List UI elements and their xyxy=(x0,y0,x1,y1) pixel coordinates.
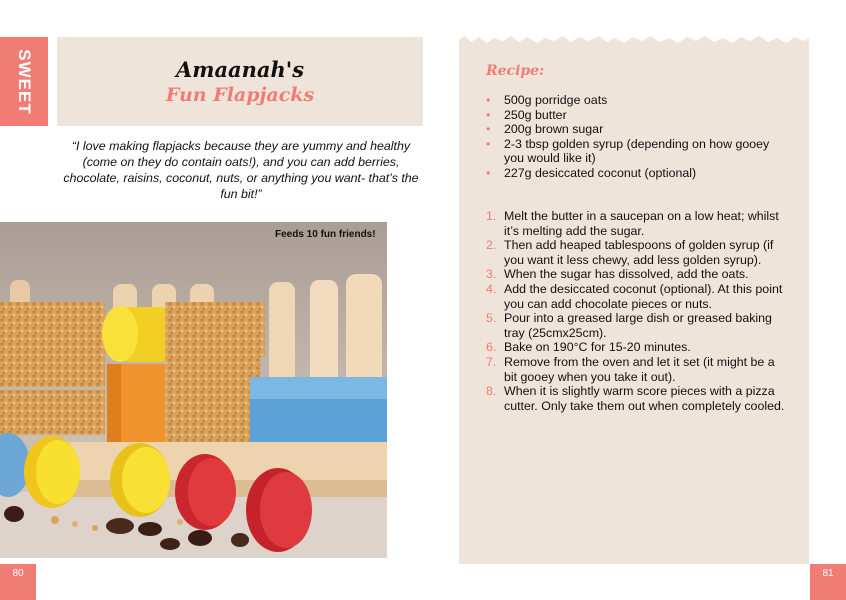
list-item xyxy=(486,282,791,311)
list-item xyxy=(486,267,791,282)
list-item: • 500g porridge oats xyxy=(486,93,786,108)
step-number: 5. xyxy=(486,311,497,326)
page-number-right: 81 xyxy=(810,564,846,600)
step-text: Then add heaped tablespoons of golden syrup (if you want it less chewy, add less golden syrup). xyxy=(504,238,774,267)
step-text: When it is slightly warm score pieces with a pizza cutter. Only take them out when completely cooled. xyxy=(504,384,785,413)
section-tab-label: SWEET xyxy=(15,48,34,115)
step-text: Add the desiccated coconut (optional). At this point you can add chocolate pieces or nuts. xyxy=(504,281,783,311)
step-number: 7. xyxy=(486,354,497,369)
step-number: 1. xyxy=(486,209,497,223)
list-item xyxy=(486,355,791,384)
page-number-left: 80 xyxy=(0,564,36,600)
list-item xyxy=(486,311,791,340)
recipe-title-line1: Amaanah's xyxy=(175,57,305,82)
list-item: • 2-3 tbsp golden syrup (depending on how gooey you would like it) xyxy=(486,137,786,166)
list-item xyxy=(486,384,791,413)
serving-note: Feeds 10 fun friends! xyxy=(275,229,376,240)
step-text: Bake on 190°C for 15-20 minutes. xyxy=(504,340,691,355)
list-item xyxy=(486,209,791,238)
list-item xyxy=(486,340,791,355)
step-number: 4. xyxy=(486,281,497,296)
step-text: Pour into a greased large dish or greased baking tray (25cmx25cm). xyxy=(504,311,772,340)
flapjack-train-photo xyxy=(0,222,387,558)
ingredients-list xyxy=(486,93,786,181)
section-tab xyxy=(0,37,48,126)
list-item xyxy=(486,238,791,267)
list-item: • 200g brown sugar xyxy=(486,122,786,137)
step-number: 8. xyxy=(486,384,497,399)
recipe-title-line2: Fun Flapjacks xyxy=(165,84,315,106)
list-item: • 227g desiccated coconut (optional) xyxy=(486,166,786,181)
step-number: 2. xyxy=(486,238,497,253)
method-steps xyxy=(486,209,791,413)
list-item: • 250g butter xyxy=(486,108,786,123)
step-text: Remove from the oven and let it set (it might be a bit gooey when you take it out). xyxy=(504,354,775,384)
step-number: 6. xyxy=(486,340,497,355)
recipe-heading: Recipe: xyxy=(486,63,545,79)
step-number: 3. xyxy=(486,267,497,282)
step-text: When the sugar has dissolved, add the oats. xyxy=(504,267,749,282)
intro-quote: “I love making flapjacks because they are yummy and healthy (come on they do contain oats!), and you can add berries, chocolate, raisins, coconut, nuts, or anything you want- that’s the fun bit!” xyxy=(63,139,419,201)
step-text: Melt the butter in a saucepan on a low heat; whilst it’s melting add the sugar. xyxy=(504,209,779,238)
